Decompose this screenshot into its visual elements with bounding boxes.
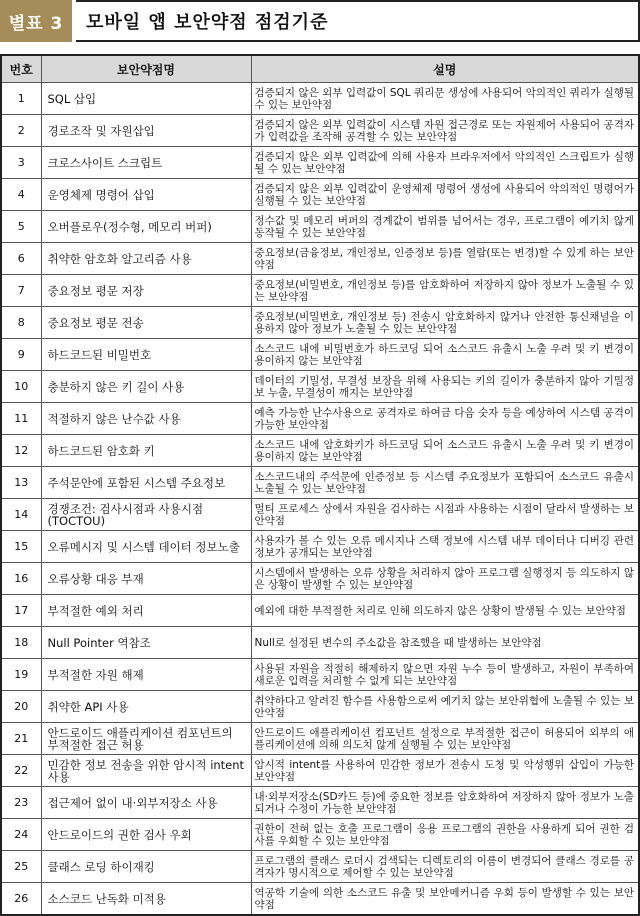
row-number: 4 [1, 179, 41, 211]
row-description: 검증되지 않은 외부 입력값에 의해 사용자 브라우저에서 악의적인 스크립트가 실행될 수 있는 보안약점 [251, 147, 639, 179]
row-description: 중요정보(비밀번호, 개인정보 등) 전송시 암호화하지 않거나 안전한 통신채널을 이용하지 않아 정보가 노출될 수 있는 보안약점 [251, 307, 639, 339]
row-description: Null로 설정된 변수의 주소값을 참조했을 때 발생하는 보안약점 [251, 627, 639, 659]
row-description: 검증되지 않은 외부 입력값이 운영체제 명령어 생성에 사용되어 악의적인 명령어가 실행될 수 있는 보안약점 [251, 179, 639, 211]
row-description: 사용자가 볼 수 있는 오류 메시지나 스택 정보에 시스템 내부 데이터나 디버깅 관련 정보가 공개되는 보안약점 [251, 531, 639, 563]
row-weakness-name: 클래스 로딩 하이재킹 [41, 851, 251, 883]
row-weakness-name: 경쟁조건: 검사시점과 사용시점(TOCTOU) [41, 499, 251, 531]
row-number: 22 [1, 755, 41, 787]
row-description: 예외에 대한 부적절한 처리로 인해 의도하지 않은 상황이 발생될 수 있는 보안약점 [251, 595, 639, 627]
row-weakness-name: 주석문안에 포함된 시스템 주요정보 [41, 467, 251, 499]
table-badge: 별표 3 [0, 0, 72, 42]
row-weakness-name: 경로조작 및 자원삽입 [41, 115, 251, 147]
table-row [1, 403, 639, 435]
row-number: 26 [1, 883, 41, 916]
row-description: 내·외부저장소(SD카드 등)에 중요한 정보를 암호화하여 저장하지 않아 정보가 노출되거나 수정이 가능한 보안약점 [251, 787, 639, 819]
table-row [1, 851, 639, 883]
row-description: 소스코드 내에 암호화키가 하드코딩 되어 소스코드 유출시 노출 우려 및 키 변경이 용이하지 않는 보안약점 [251, 435, 639, 467]
table-row [1, 467, 639, 499]
table-row [1, 563, 639, 595]
row-weakness-name: SQL 삽입 [41, 83, 251, 115]
table-row [1, 115, 639, 147]
table-row [1, 627, 639, 659]
header-description: 설명 [251, 55, 639, 83]
row-description: 시스템에서 발생하는 오류 상황을 처리하지 않아 프로그램 실행정지 등 의도하지 않은 상황이 발생할 수 있는 보안약점 [251, 563, 639, 595]
row-number: 21 [1, 723, 41, 755]
table-row [1, 691, 639, 723]
row-description: 안드로이드 애플리케이션 컴포넌트 설정으로 부적절한 접근이 허용되어 외부의 애플리케이션에 의해 의도치 않게 실행될 수 있는 보안약점 [251, 723, 639, 755]
row-description: 사용된 자원을 적절히 해제하지 않으면 자원 누수 등이 발생하고, 자원이 부족하여 새로운 입력을 처리할 수 없게 되는 보안약점 [251, 659, 639, 691]
row-number: 5 [1, 211, 41, 243]
table-row [1, 787, 639, 819]
table-row [1, 243, 639, 275]
row-description: 취약하다고 알려진 함수를 사용함으로써 예기치 않는 보안위협에 노출될 수 있는 보안약점 [251, 691, 639, 723]
table-row [1, 371, 639, 403]
row-weakness-name: Null Pointer 역참조 [41, 627, 251, 659]
row-weakness-name: 안드로이드 애플리케이션 컴포넌트의 부적절한 접근 허용 [41, 723, 251, 755]
row-number: 7 [1, 275, 41, 307]
row-weakness-name: 취약한 암호화 알고리즘 사용 [41, 243, 251, 275]
row-number: 19 [1, 659, 41, 691]
row-number: 2 [1, 115, 41, 147]
row-weakness-name: 민감한 정보 전송을 위한 암시적 intent 사용 [41, 755, 251, 787]
row-description: 예측 가능한 난수사용으로 공격자로 하여금 다음 숫자 등을 예상하여 시스템 공격이 가능한 보안약점 [251, 403, 639, 435]
row-description: 멀티 프로세스 상에서 자원을 검사하는 시점과 사용하는 시점이 달라서 발생하는 보안약점 [251, 499, 639, 531]
row-weakness-name: 안드로이드의 권한 검사 우회 [41, 819, 251, 851]
row-number: 14 [1, 499, 41, 531]
title-bar [0, 0, 640, 42]
table-header-row [1, 55, 639, 83]
row-weakness-name: 오류메시지 및 시스템 데이터 정보노출 [41, 531, 251, 563]
row-weakness-name: 중요정보 평문 전송 [41, 307, 251, 339]
row-number: 23 [1, 787, 41, 819]
row-weakness-name: 부적절한 자원 해제 [41, 659, 251, 691]
row-description: 검증되지 않은 외부 입력값이 시스템 자원 접근경로 또는 자원제어 사용되어 공격자가 입력값을 조작해 공격할 수 있는 보안약점 [251, 115, 639, 147]
row-number: 8 [1, 307, 41, 339]
row-number: 25 [1, 851, 41, 883]
row-number: 1 [1, 83, 41, 115]
row-description: 암시적 intent를 사용하여 민감한 정보가 전송시 도청 및 악성행위 삽입이 가능한 보안약점 [251, 755, 639, 787]
row-weakness-name: 하드코드된 비밀번호 [41, 339, 251, 371]
row-description: 소스코드 내에 비밀번호가 하드코딩 되어 소스코드 유출시 노출 우려 및 키 변경이 용이하지 않는 보안약점 [251, 339, 639, 371]
row-weakness-name: 적절하지 않은 난수값 사용 [41, 403, 251, 435]
row-description: 중요정보(비밀번호, 개인정보 등)를 암호화하여 저장하지 않아 정보가 노출될 수 있는 보안약점 [251, 275, 639, 307]
row-description: 프로그램의 클래스 로더시 검색되는 디렉토리의 이름이 변경되어 클래스 경로를 공격자가 명시적으로 제어할 수 있는 보안약점 [251, 851, 639, 883]
row-number: 15 [1, 531, 41, 563]
row-weakness-name: 운영체제 명령어 삽입 [41, 179, 251, 211]
row-weakness-name: 오류상황 대응 부재 [41, 563, 251, 595]
row-weakness-name: 크로스사이트 스크립트 [41, 147, 251, 179]
header-weakness-name: 보안약점명 [41, 55, 251, 83]
row-description: 데이터의 기밀성, 무결성 보장을 위해 사용되는 키의 길이가 충분하지 않아 기밀정보 누출, 무결성이 깨지는 보안약점 [251, 371, 639, 403]
row-description: 정수값 및 메모리 버퍼의 경계값이 범위를 넘어서는 경우, 프로그램이 예기치 않게 동작될 수 있는 보안약점 [251, 211, 639, 243]
table-row [1, 307, 639, 339]
table-row [1, 339, 639, 371]
row-number: 17 [1, 595, 41, 627]
table-row [1, 755, 639, 787]
row-weakness-name: 접근제어 없이 내·외부저장소 사용 [41, 787, 251, 819]
table-row [1, 179, 639, 211]
row-number: 18 [1, 627, 41, 659]
page-title: 모바일 앱 보안약점 점검기준 [76, 0, 640, 42]
table-row [1, 659, 639, 691]
row-number: 9 [1, 339, 41, 371]
row-number: 12 [1, 435, 41, 467]
row-number: 3 [1, 147, 41, 179]
table-row [1, 147, 639, 179]
row-weakness-name: 소스코드 난독화 미적용 [41, 883, 251, 916]
row-weakness-name: 충분하지 않은 키 길이 사용 [41, 371, 251, 403]
row-number: 11 [1, 403, 41, 435]
header-number: 번호 [1, 55, 41, 83]
row-weakness-name: 중요정보 평문 저장 [41, 275, 251, 307]
table-row [1, 819, 639, 851]
row-description: 권한이 전혀 없는 호출 프로그램이 응용 프로그램의 권한을 사용하게 되어 권한 검사를 우회할 수 있는 보안약점 [251, 819, 639, 851]
row-weakness-name: 취약한 API 사용 [41, 691, 251, 723]
table-row [1, 723, 639, 755]
row-weakness-name: 오버플로우(정수형, 메모리 버퍼) [41, 211, 251, 243]
row-description: 역공학 기술에 의한 소스코드 유출 및 보안메커니즘 우회 등이 발생할 수 있는 보안약점 [251, 883, 639, 916]
table-row [1, 499, 639, 531]
row-number: 10 [1, 371, 41, 403]
table-row [1, 83, 639, 115]
row-number: 20 [1, 691, 41, 723]
row-number: 16 [1, 563, 41, 595]
row-number: 13 [1, 467, 41, 499]
table-row [1, 211, 639, 243]
table-row [1, 275, 639, 307]
row-number: 6 [1, 243, 41, 275]
row-number: 24 [1, 819, 41, 851]
row-description: 검증되지 않은 외부 입력값이 SQL 쿼리문 생성에 사용되어 악의적인 쿼리가 실행될 수 있는 보안약점 [251, 83, 639, 115]
row-description: 소스코드내의 주석문에 인증정보 등 시스템 주요정보가 포함되어 소스코드 유출시 노출될 수 있는 보안약점 [251, 467, 639, 499]
table-row [1, 435, 639, 467]
row-description: 중요정보(금융정보, 개인정보, 인증정보 등)를 열람(또는 변경)할 수 있게 하는 보안약점 [251, 243, 639, 275]
table-row [1, 531, 639, 563]
table-row [1, 595, 639, 627]
row-weakness-name: 부적절한 예외 처리 [41, 595, 251, 627]
weakness-table [0, 54, 640, 916]
row-weakness-name: 하드코드된 암호화 키 [41, 435, 251, 467]
